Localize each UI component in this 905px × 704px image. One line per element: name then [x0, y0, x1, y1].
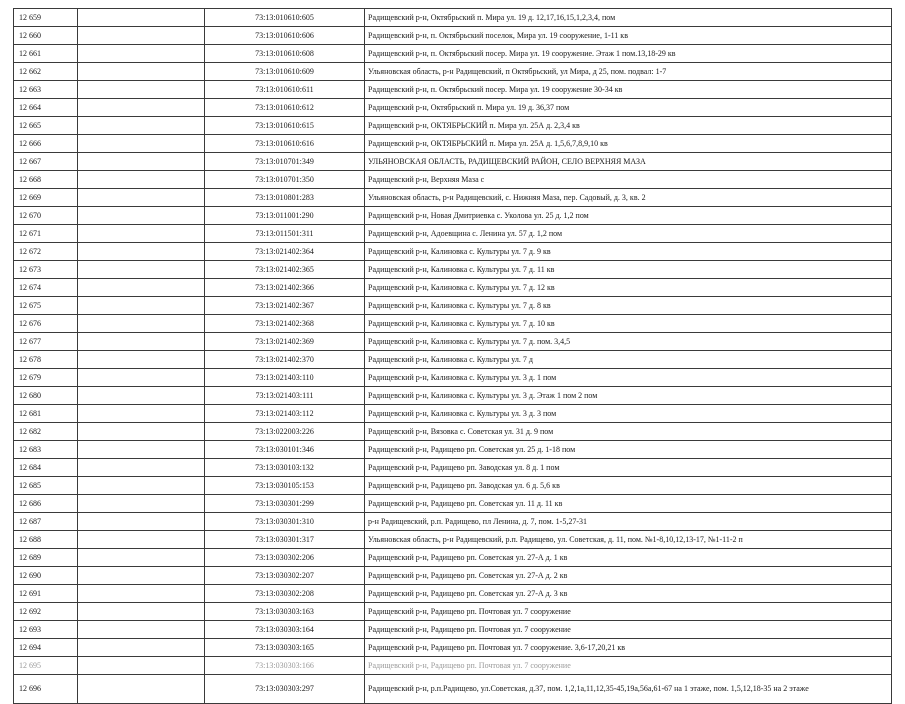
address-cell: Ульяновская область, р-н Радищевский, с. Нижняя Маза, пер. Садовый, д. 3, кв. 2	[365, 189, 892, 207]
table-row	[14, 99, 892, 117]
address-cell: Радищевский р-н, ОКТЯБРЬСКИЙ п. Мира ул. 25А д. 1,5,6,7,8,9,10 кв	[365, 135, 892, 153]
cadastral-number-cell: 73:13:030301:299	[205, 495, 365, 513]
row-number-cell: 12 694	[14, 639, 78, 657]
table-row	[14, 279, 892, 297]
address-cell: Радищевский р-н, Калиновка с. Культуры ул. 3 д. 3 пом	[365, 405, 892, 423]
empty-cell	[78, 63, 205, 81]
address-cell: Радищевский р-н, Калиновка с. Культуры ул. 7 д. 12 кв	[365, 279, 892, 297]
row-number-cell: 12 678	[14, 351, 78, 369]
registry-table	[13, 8, 892, 704]
cadastral-number-cell: 73:13:022003:226	[205, 423, 365, 441]
table-row	[14, 603, 892, 621]
address-cell: УЛЬЯНОВСКАЯ ОБЛАСТЬ, РАДИЩЕВСКИЙ РАЙОН, СЕЛО ВЕРХНЯЯ МАЗА	[365, 153, 892, 171]
empty-cell	[78, 585, 205, 603]
table-row	[14, 171, 892, 189]
address-cell: Радищевский р-н, п. Октябрьский посер. Мира ул. 19 сооружение 30-34 кв	[365, 81, 892, 99]
table-row	[14, 549, 892, 567]
table-row	[14, 261, 892, 279]
row-number-cell: 12 693	[14, 621, 78, 639]
address-cell: Радищевский р-н, Радищево рп. Советская ул. 27-А д. 2 кв	[365, 567, 892, 585]
row-number-cell: 12 662	[14, 63, 78, 81]
address-cell: Радищевский р-н, Радищево рп. Советская ул. 11 д. 11 кв	[365, 495, 892, 513]
cadastral-number-cell: 73:13:010610:609	[205, 63, 365, 81]
row-number-cell: 12 681	[14, 405, 78, 423]
table-row	[14, 135, 892, 153]
address-cell: Ульяновская область, р-н Радищевский, р.п. Радищево, ул. Советская, д. 11, пом. №1-8,10,12,13-17, №1-11-2 п	[365, 531, 892, 549]
cadastral-number-cell: 73:13:030302:207	[205, 567, 365, 585]
cadastral-number-cell: 73:13:010701:350	[205, 171, 365, 189]
address-cell: Радищевский р-н, Калиновка с. Культуры ул. 3 д. Этаж 1 пом 2 пом	[365, 387, 892, 405]
empty-cell	[78, 261, 205, 279]
table-row	[14, 81, 892, 99]
table-row	[14, 189, 892, 207]
cadastral-number-cell: 73:13:021402:370	[205, 351, 365, 369]
row-number-cell: 12 677	[14, 333, 78, 351]
address-cell: Радищевский р-н, Калиновка с. Культуры ул. 7 д. 9 кв	[365, 243, 892, 261]
empty-cell	[78, 477, 205, 495]
row-number-cell: 12 688	[14, 531, 78, 549]
address-cell: Ульяновская область, р-н Радищевский, п Октябрьский, ул Мира, д 25, пом. подвал: 1-7	[365, 63, 892, 81]
empty-cell	[78, 171, 205, 189]
cadastral-number-cell: 73:13:011001:290	[205, 207, 365, 225]
empty-cell	[78, 603, 205, 621]
empty-cell	[78, 99, 205, 117]
row-number-cell: 12 685	[14, 477, 78, 495]
empty-cell	[78, 567, 205, 585]
empty-cell	[78, 81, 205, 99]
cadastral-number-cell: 73:13:010610:605	[205, 9, 365, 27]
address-cell: Радищевский р-н, Радищево рп. Почтовая ул. 7 сооружение. 3,6-17,20,21 кв	[365, 639, 892, 657]
cadastral-number-cell: 73:13:030302:208	[205, 585, 365, 603]
cadastral-number-cell: 73:13:021403:112	[205, 405, 365, 423]
cadastral-number-cell: 73:13:010610:612	[205, 99, 365, 117]
empty-cell	[78, 639, 205, 657]
empty-cell	[78, 459, 205, 477]
table-row	[14, 657, 892, 675]
cadastral-number-cell: 73:13:010610:615	[205, 117, 365, 135]
empty-cell	[78, 315, 205, 333]
cadastral-number-cell: 73:13:030101:346	[205, 441, 365, 459]
empty-cell	[78, 117, 205, 135]
row-number-cell: 12 682	[14, 423, 78, 441]
table-row	[14, 351, 892, 369]
table-row	[14, 459, 892, 477]
empty-cell	[78, 549, 205, 567]
address-cell: Радищевский р-н, Калиновка с. Культуры ул. 7 д. 8 кв	[365, 297, 892, 315]
cadastral-number-cell: 73:13:030303:164	[205, 621, 365, 639]
empty-cell	[78, 189, 205, 207]
table-row	[14, 243, 892, 261]
address-cell: Радищевский р-н, ОКТЯБРЬСКИЙ п. Мира ул. 25А д. 2,3,4 кв	[365, 117, 892, 135]
cadastral-number-cell: 73:13:030303:163	[205, 603, 365, 621]
table-row	[14, 495, 892, 513]
table-row	[14, 441, 892, 459]
empty-cell	[78, 423, 205, 441]
address-cell: Радищевский р-н, Радищево рп. Советская ул. 27-А д. 1 кв	[365, 549, 892, 567]
row-number-cell: 12 660	[14, 27, 78, 45]
row-number-cell: 12 659	[14, 9, 78, 27]
row-number-cell: 12 671	[14, 225, 78, 243]
row-number-cell: 12 674	[14, 279, 78, 297]
empty-cell	[78, 675, 205, 704]
address-cell: Радищевский р-н, Радищево рп. Заводская ул. 6 д. 5,6 кв	[365, 477, 892, 495]
table-row	[14, 621, 892, 639]
row-number-cell: 12 664	[14, 99, 78, 117]
table-row	[14, 405, 892, 423]
address-cell: Радищевский р-н, Радищево рп. Советская ул. 27-А д. 3 кв	[365, 585, 892, 603]
address-cell: Радищевский р-н, Калиновка с. Культуры ул. 7 д. пом. 3,4,5	[365, 333, 892, 351]
row-number-cell: 12 686	[14, 495, 78, 513]
table-row	[14, 531, 892, 549]
row-number-cell: 12 683	[14, 441, 78, 459]
empty-cell	[78, 531, 205, 549]
empty-cell	[78, 45, 205, 63]
empty-cell	[78, 153, 205, 171]
empty-cell	[78, 369, 205, 387]
empty-cell	[78, 27, 205, 45]
row-number-cell: 12 679	[14, 369, 78, 387]
cadastral-number-cell: 73:13:010610:606	[205, 27, 365, 45]
row-number-cell: 12 668	[14, 171, 78, 189]
cadastral-number-cell: 73:13:010610:616	[205, 135, 365, 153]
empty-cell	[78, 657, 205, 675]
empty-cell	[78, 135, 205, 153]
empty-cell	[78, 279, 205, 297]
empty-cell	[78, 405, 205, 423]
address-cell: Радищевский р-н, Вязовка с. Советская ул. 31 д. 9 пом	[365, 423, 892, 441]
cadastral-number-cell: 73:13:021403:110	[205, 369, 365, 387]
cadastral-number-cell: 73:13:010801:283	[205, 189, 365, 207]
table-row	[14, 297, 892, 315]
cadastral-number-cell: 73:13:021403:111	[205, 387, 365, 405]
table-row	[14, 225, 892, 243]
table-row	[14, 387, 892, 405]
row-number-cell: 12 665	[14, 117, 78, 135]
row-number-cell: 12 696	[14, 675, 78, 704]
address-cell: Радищевский р-н, Радищево рп. Советская ул. 25 д. 1-18 пом	[365, 441, 892, 459]
table-row	[14, 63, 892, 81]
row-number-cell: 12 684	[14, 459, 78, 477]
address-cell: Радищевский р-н, Октябрьский п. Мира ул. 19 д. 36,37 пом	[365, 99, 892, 117]
cadastral-number-cell: 73:13:021402:366	[205, 279, 365, 297]
table-row	[14, 207, 892, 225]
address-cell: Радищевский р-н, п. Октябрьский посер. Мира ул. 19 сооружение. Этаж 1 пом.13,18-29 кв	[365, 45, 892, 63]
cadastral-number-cell: 73:13:030303:297	[205, 675, 365, 704]
row-number-cell: 12 680	[14, 387, 78, 405]
address-cell: Радищевский р-н, Радищево рп. Заводская ул. 8 д. 1 пом	[365, 459, 892, 477]
empty-cell	[78, 495, 205, 513]
table-row	[14, 117, 892, 135]
address-cell: Радищевский р-н, Радищево рп. Почтовая ул. 7 сооружение	[365, 621, 892, 639]
cadastral-number-cell: 73:13:030301:310	[205, 513, 365, 531]
empty-cell	[78, 351, 205, 369]
row-number-cell: 12 667	[14, 153, 78, 171]
registry-body	[14, 9, 892, 704]
address-cell: Радищевский р-н, Радищево рп. Почтовая ул. 7 сооружение	[365, 657, 892, 675]
empty-cell	[78, 333, 205, 351]
cadastral-number-cell: 73:13:030302:206	[205, 549, 365, 567]
empty-cell	[78, 297, 205, 315]
cadastral-number-cell: 73:13:021402:365	[205, 261, 365, 279]
table-row	[14, 333, 892, 351]
address-cell: Радищевский р-н, Калиновка с. Культуры ул. 7 д. 10 кв	[365, 315, 892, 333]
table-row	[14, 153, 892, 171]
address-cell: Радищевский р-н, Октябрьский п. Мира ул. 19 д. 12,17,16,15,1,2,3,4, пом	[365, 9, 892, 27]
row-number-cell: 12 676	[14, 315, 78, 333]
empty-cell	[78, 387, 205, 405]
table-row	[14, 423, 892, 441]
address-cell: Радищевский р-н, Новая Дмитриевка с. Уколова ул. 25 д. 1,2 пом	[365, 207, 892, 225]
cadastral-number-cell: 73:13:030303:165	[205, 639, 365, 657]
cadastral-number-cell: 73:13:021402:369	[205, 333, 365, 351]
row-number-cell: 12 687	[14, 513, 78, 531]
table-row	[14, 45, 892, 63]
row-number-cell: 12 691	[14, 585, 78, 603]
empty-cell	[78, 621, 205, 639]
row-number-cell: 12 689	[14, 549, 78, 567]
row-number-cell: 12 670	[14, 207, 78, 225]
empty-cell	[78, 513, 205, 531]
empty-cell	[78, 441, 205, 459]
row-number-cell: 12 690	[14, 567, 78, 585]
row-number-cell: 12 692	[14, 603, 78, 621]
table-row	[14, 675, 892, 704]
cadastral-number-cell: 73:13:030103:132	[205, 459, 365, 477]
cadastral-number-cell: 73:13:010701:349	[205, 153, 365, 171]
row-number-cell: 12 672	[14, 243, 78, 261]
table-row	[14, 369, 892, 387]
row-number-cell: 12 666	[14, 135, 78, 153]
cadastral-number-cell: 73:13:030301:317	[205, 531, 365, 549]
row-number-cell: 12 661	[14, 45, 78, 63]
address-cell: Радищевский р-н, Радищево рп. Почтовая ул. 7 сооружение	[365, 603, 892, 621]
table-row	[14, 315, 892, 333]
row-number-cell: 12 695	[14, 657, 78, 675]
table-row	[14, 567, 892, 585]
address-cell: Радищевский р-н, Калиновка с. Культуры ул. 7 д	[365, 351, 892, 369]
cadastral-number-cell: 73:13:030105:153	[205, 477, 365, 495]
address-cell: Радищевский р-н, п. Октябрьский поселок, Мира ул. 19 сооружение, 1-11 кв	[365, 27, 892, 45]
empty-cell	[78, 243, 205, 261]
address-cell: Радищевский р-н, р.п.Радищево, ул.Советская, д.37, пом. 1,2,1а,11,12,35-45,19а,56а,61-67 на 1 этаже, пом. 1,5,12,18-35 на 2 этаже	[365, 675, 892, 704]
table-row	[14, 9, 892, 27]
row-number-cell: 12 675	[14, 297, 78, 315]
table-row	[14, 27, 892, 45]
cadastral-number-cell: 73:13:021402:367	[205, 297, 365, 315]
cadastral-number-cell: 73:13:011501:311	[205, 225, 365, 243]
address-cell: Радищевский р-н, Калиновка с. Культуры ул. 7 д. 11 кв	[365, 261, 892, 279]
cadastral-number-cell: 73:13:010610:611	[205, 81, 365, 99]
cadastral-number-cell: 73:13:021402:368	[205, 315, 365, 333]
cadastral-number-cell: 73:13:021402:364	[205, 243, 365, 261]
table-row	[14, 513, 892, 531]
address-cell: р-н Радищевский, р.п. Радищево, пл Ленина, д. 7, пом. 1-5,27-31	[365, 513, 892, 531]
empty-cell	[78, 225, 205, 243]
table-row	[14, 639, 892, 657]
empty-cell	[78, 207, 205, 225]
empty-cell	[78, 9, 205, 27]
row-number-cell: 12 673	[14, 261, 78, 279]
row-number-cell: 12 669	[14, 189, 78, 207]
address-cell: Радищевский р-н, Верхняя Маза с	[365, 171, 892, 189]
address-cell: Радищевский р-н, Адоевщина с. Ленина ул. 57 д. 1,2 пом	[365, 225, 892, 243]
table-row	[14, 477, 892, 495]
cadastral-number-cell: 73:13:030303:166	[205, 657, 365, 675]
row-number-cell: 12 663	[14, 81, 78, 99]
table-row	[14, 585, 892, 603]
cadastral-number-cell: 73:13:010610:608	[205, 45, 365, 63]
address-cell: Радищевский р-н, Калиновка с. Культуры ул. 3 д. 1 пом	[365, 369, 892, 387]
